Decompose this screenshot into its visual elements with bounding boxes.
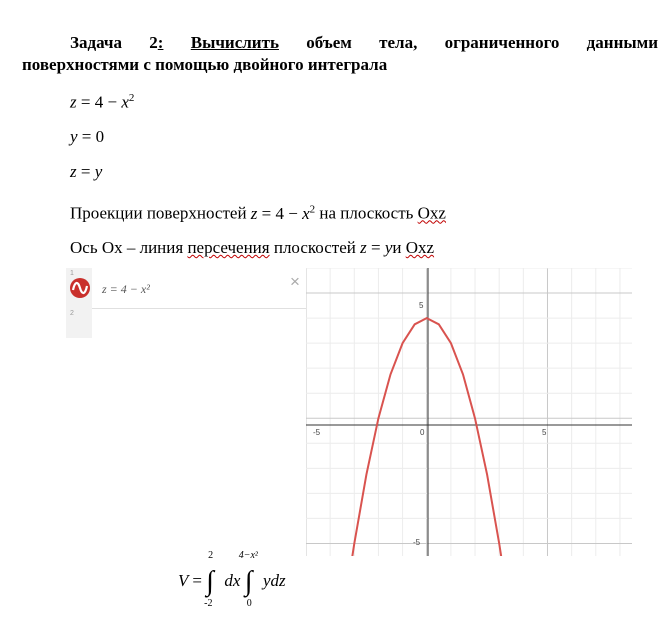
expression-list: [66, 268, 306, 338]
expression-input[interactable]: z = 4 − x²: [102, 282, 150, 296]
tick-y-neg5: -5: [413, 538, 421, 547]
task-colon: :: [157, 33, 164, 52]
tick-y-5: 5: [419, 301, 424, 310]
equation-3: z = y: [70, 162, 103, 181]
graph-canvas[interactable]: [306, 268, 632, 556]
tick-x-neg5: -5: [313, 428, 321, 437]
plane-oxz-1: Oxz: [417, 203, 446, 223]
misspelled-word: персечения: [187, 238, 270, 257]
projection-sentence: Проекции поверхностей $z = 4 - x^2$ на плоскость Oxz: [70, 203, 446, 223]
task-heading: [22, 32, 658, 76]
task-line2: поверхностями с помощью двойного интеграла: [22, 55, 388, 74]
task-verb: Вычислить: [190, 33, 279, 52]
outer-integral: 2 ∫ -2: [204, 550, 214, 609]
close-icon[interactable]: ×: [290, 272, 300, 291]
inner-integral: 4−x² ∫ 0: [238, 550, 258, 609]
equation-2: y = 0: [70, 127, 105, 146]
task-label: Задача 2: [70, 33, 158, 52]
graph-widget: [66, 268, 632, 556]
row-number-2: 2: [70, 310, 74, 317]
desmos-logo-icon[interactable]: [69, 277, 91, 299]
expression-divider: [92, 308, 306, 309]
task-line1-rest: объем тела, ограниченного данными: [306, 33, 659, 52]
row-number-1: 1: [70, 270, 74, 277]
tick-x-0: 0: [420, 428, 425, 437]
plane-oxz-2: Oxz: [405, 238, 435, 257]
volume-formula: V = 2 ∫ -2 dx 4−x² ∫ 0 ydz: [178, 550, 286, 609]
equation-1: $z = 4 - x^2$: [70, 92, 135, 112]
tick-x-5: 5: [542, 428, 547, 437]
grid-lines: [306, 268, 632, 556]
axis-sentence: Ось Ox – линия персечения плоскостей z = yи Oxz: [70, 238, 435, 257]
